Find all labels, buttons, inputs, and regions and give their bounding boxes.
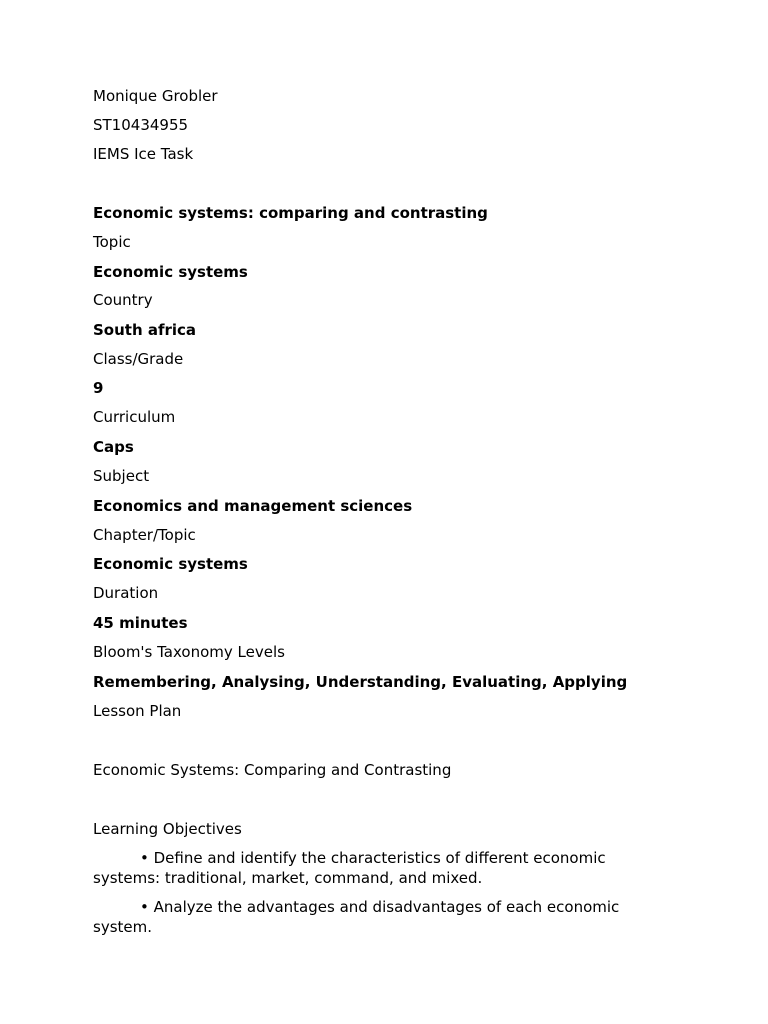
field-label-blooms: Bloom's Taxonomy Levels xyxy=(93,643,285,661)
field-value-country: South africa xyxy=(93,321,197,339)
objective-item: • Analyze the advantages and disadvantages of each economic system. xyxy=(93,898,620,936)
field-label-country: Country xyxy=(93,291,153,309)
field-label-curriculum: Curriculum xyxy=(93,408,176,426)
field-value-duration: 45 minutes xyxy=(93,614,188,632)
lesson-plan-heading: Lesson Plan xyxy=(93,702,182,720)
author-name: Monique Grobler xyxy=(93,87,218,105)
field-label-duration: Duration xyxy=(93,584,159,602)
document-title: Economic systems: comparing and contrasting xyxy=(93,204,488,222)
field-value-grade: 9 xyxy=(93,379,104,397)
student-number: ST10434955 xyxy=(93,116,189,134)
field-value-blooms: Remembering, Analysing, Understanding, Evaluating, Applying xyxy=(93,673,628,691)
task-name: IEMS Ice Task xyxy=(93,145,194,163)
field-value-topic: Economic systems xyxy=(93,263,248,281)
field-label-topic: Topic xyxy=(93,233,131,251)
lesson-plan-title: Economic Systems: Comparing and Contrasting xyxy=(93,761,452,779)
objective-item: • Define and identify the characteristics of different economic systems: traditional, market, command, and mixed. xyxy=(93,849,606,887)
objectives-heading: Learning Objectives xyxy=(93,820,242,838)
field-value-subject: Economics and management sciences xyxy=(93,497,413,515)
field-value-chapter: Economic systems xyxy=(93,555,248,573)
field-label-grade: Class/Grade xyxy=(93,350,184,368)
field-value-curriculum: Caps xyxy=(93,438,134,456)
field-label-chapter: Chapter/Topic xyxy=(93,526,196,544)
field-label-subject: Subject xyxy=(93,467,150,485)
